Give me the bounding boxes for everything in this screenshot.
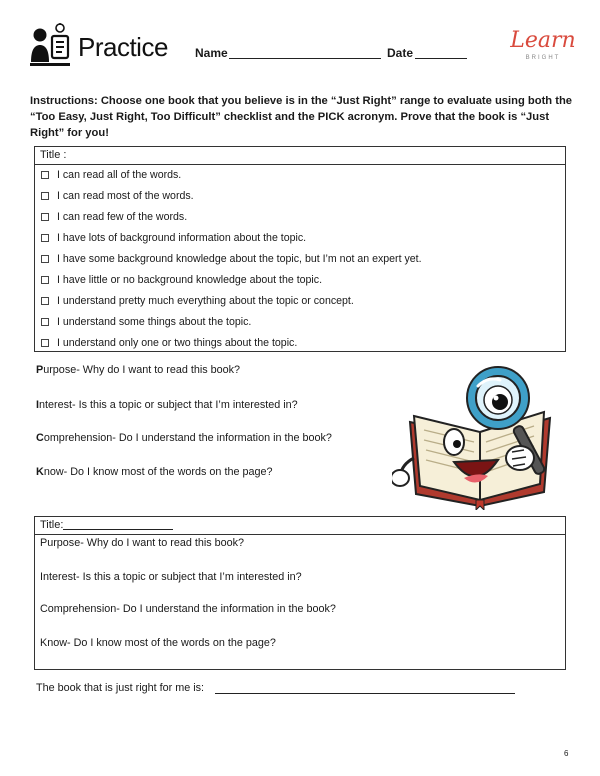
- checklist-item-label: I can read few of the words.: [57, 211, 188, 223]
- learn-bright-logo: [507, 28, 579, 70]
- pick-letter: I: [36, 399, 39, 411]
- pick-text: nterest- Is this a topic or subject that I’m interested in?: [39, 399, 298, 411]
- date-label: Date: [387, 46, 414, 60]
- checkbox[interactable]: [41, 171, 49, 179]
- pick-box-question: Interest- Is this a topic or subject that I’m interested in?: [40, 571, 302, 583]
- pick-box-title: [35, 517, 565, 535]
- checkbox[interactable]: [41, 192, 49, 200]
- checklist-title: Title :: [35, 147, 565, 165]
- pick-interest: [36, 399, 298, 411]
- book-magnifier-mascot-illustration: [392, 360, 562, 510]
- checklist-item-label: I have little or no background knowledge about the topic.: [57, 274, 323, 286]
- pick-box-question: Know- Do I know most of the words on the page?: [40, 637, 276, 649]
- checklist-item-label: I have some background knowledge about the topic, but I’m not an expert yet.: [57, 253, 422, 265]
- title-input-line[interactable]: [63, 519, 173, 530]
- checkbox[interactable]: [41, 297, 49, 305]
- checkbox[interactable]: [41, 234, 49, 242]
- pick-know: [36, 466, 272, 478]
- checkbox[interactable]: [41, 339, 49, 347]
- checklist-item-label: I can read all of the words.: [57, 169, 182, 181]
- page-title: Practice: [78, 32, 168, 62]
- logo-word: Learn: [510, 28, 576, 53]
- name-label: Name: [195, 46, 228, 60]
- pick-comprehension: [36, 432, 332, 444]
- checklist-item-label: I have lots of background information about the topic.: [57, 232, 307, 244]
- date-input-line[interactable]: [415, 58, 467, 59]
- checklist-item: [41, 190, 194, 202]
- pick-text: omprehension- Do I understand the information in the book?: [43, 432, 332, 444]
- pick-letter: P: [36, 364, 44, 376]
- instructions: Instructions: Choose one book that you believe is in the “Just Right” range to evaluate using both the “Too Easy, Just Right, Too Difficult” checklist and the PICK acronym. Prove that the book is “Just Right” for you!: [30, 95, 573, 139]
- checklist-item: [41, 232, 306, 244]
- checklist-item: [41, 253, 422, 265]
- pick-box-title-label: Title:: [40, 519, 64, 531]
- checklist-item-label: I understand pretty much everything about the topic or concept.: [57, 295, 354, 307]
- checklist-item: [41, 337, 297, 349]
- pick-text: urpose- Why do I want to read this book?: [43, 364, 241, 376]
- checkbox[interactable]: [41, 318, 49, 326]
- pick-box-question: Comprehension- Do I understand the information in the book?: [40, 603, 336, 615]
- checkbox[interactable]: [41, 213, 49, 221]
- pick-purpose: [36, 364, 240, 376]
- checklist-item: [41, 316, 251, 328]
- pick-letter: K: [36, 466, 44, 478]
- final-answer-line[interactable]: [215, 693, 515, 694]
- checklist-item: [41, 274, 322, 286]
- checklist-item-label: I understand only one or two things about the topic.: [57, 337, 298, 349]
- pick-box: [34, 516, 566, 670]
- checklist-item-label: I understand some things about the topic.: [57, 316, 252, 328]
- checklist-item: [41, 295, 354, 307]
- page-number: 6: [564, 749, 569, 758]
- pick-letter: C: [36, 432, 44, 444]
- logo-subtext: BRIGHT: [525, 55, 561, 61]
- checklist-item: [41, 211, 187, 223]
- pick-box-question: Purpose- Why do I want to read this book?: [40, 537, 245, 549]
- checklist-item: [41, 169, 181, 181]
- final-statement: The book that is just right for me is:: [36, 682, 205, 694]
- checklist-item-label: I can read most of the words.: [57, 190, 194, 202]
- student-reading-icon: [30, 22, 74, 68]
- pick-text: now- Do I know most of the words on the page?: [43, 466, 273, 478]
- checkbox[interactable]: [41, 255, 49, 263]
- name-input-line[interactable]: [229, 58, 381, 59]
- checklist-box: [34, 146, 566, 352]
- checkbox[interactable]: [41, 276, 49, 284]
